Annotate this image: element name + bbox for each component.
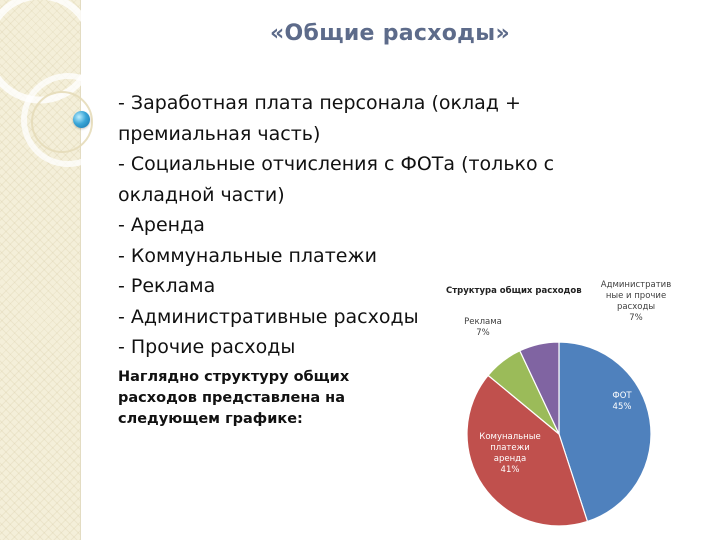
expense-list-line: - Заработная плата персонала (оклад + <box>118 92 521 114</box>
expense-list-line: - Социальные отчисления с ФОТа (только с <box>118 153 555 175</box>
expense-list-line: премиальная часть) <box>118 122 321 145</box>
expense-list-line: окладной части) <box>118 183 285 206</box>
expense-list-line: - Прочие расходы <box>118 336 296 358</box>
note-line: расходов представлена на <box>118 390 345 406</box>
bullet-dot-icon <box>73 111 90 128</box>
note-line: Наглядно структуру общих <box>118 369 350 385</box>
expense-list-line: - Реклама <box>118 275 216 297</box>
page-title: «Общие расходы» <box>270 21 510 46</box>
expense-list-line: - Коммунальные платежи <box>118 244 377 267</box>
slice-label-fot: ФОТ 45% <box>612 391 632 412</box>
expense-list-line: - Административные расходы <box>118 305 419 328</box>
chart-intro-note <box>118 367 448 430</box>
slice-label-ads: Реклама 7% <box>464 317 502 338</box>
slice-label-admin: Административ ные и прочие расходы 7% <box>600 280 672 323</box>
slice-label-communal: Комунальные платежи аренда 41% <box>479 432 541 475</box>
note-line: следующем графике: <box>118 411 303 427</box>
chart-title: Структура общих расходов <box>446 286 582 296</box>
expense-list-line: - Аренда <box>118 214 205 236</box>
pie-chart <box>428 264 698 540</box>
pie-chart-panel <box>428 264 698 540</box>
